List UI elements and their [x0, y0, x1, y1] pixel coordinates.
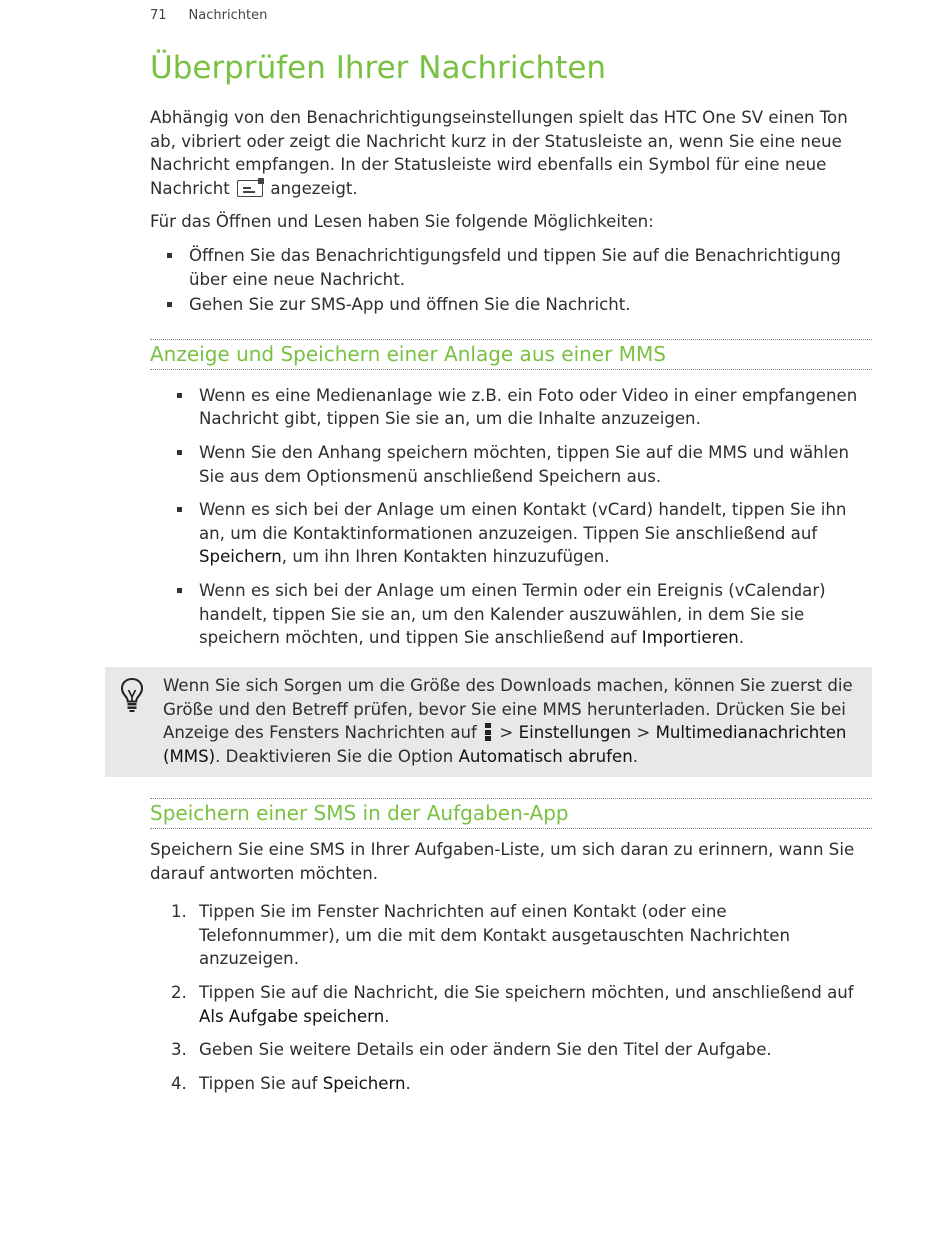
- steps-list: [150, 900, 872, 1095]
- tip-text: [163, 674, 863, 768]
- section-heading-mms-attachment: Anzeige und Speichern einer Anlage aus einer MMS: [150, 339, 872, 370]
- list-item-text: Wenn es sich bei der Anlage um einen Termin oder ein Ereignis (vCalendar) handelt, tippen Sie sie an, um den Kalender auszuwählen, in dem Sie sie speichern möchten, und tippen Sie anschließend auf: [199, 580, 826, 648]
- second-section: [150, 798, 872, 1105]
- step-text: Tippen Sie auf die Nachricht, die Sie speichern möchten, und anschließend auf: [199, 982, 854, 1002]
- step-text: Tippen Sie im Fenster Nachrichten auf einen Kontakt (oder eine Telefonnummer), um die mit dem Kontakt ausgetauschten Nachrichten anzuzeigen.: [199, 902, 790, 969]
- step-text: Geben Sie weitere Details ein oder ändern Sie den Titel der Aufgabe.: [199, 1040, 772, 1060]
- step-number: 1.: [171, 902, 187, 922]
- step-number: 3.: [171, 1040, 187, 1060]
- ui-term-save: Speichern: [322, 1073, 406, 1093]
- ui-term-mms: Multimedianachrichten (MMS): [163, 723, 847, 766]
- tip-separator: >: [631, 723, 656, 743]
- ui-term-settings: Einstellungen: [518, 723, 632, 743]
- list-item: Wenn Sie den Anhang speichern möchten, tippen Sie auf die MMS und wählen Sie aus dem Optionsmenü anschließend Speichern aus.: [199, 441, 872, 488]
- chapter-name: Nachrichten: [188, 8, 268, 23]
- page-title: Überprüfen Ihrer Nachrichten: [150, 50, 607, 86]
- step-item: [171, 1038, 872, 1062]
- options-list: [150, 244, 872, 317]
- list-item: [199, 579, 872, 650]
- menu-icon: [485, 723, 491, 741]
- list-item: [199, 498, 872, 569]
- step-number: 4.: [171, 1073, 187, 1093]
- lightbulb-icon: [119, 677, 145, 713]
- step-text: .: [405, 1073, 411, 1093]
- step-number: 2.: [171, 982, 187, 1002]
- tip-box: [105, 667, 872, 777]
- list-item-text: , um ihn Ihren Kontakten hinzuzufügen.: [281, 547, 610, 567]
- intro-text-end: angezeigt.: [265, 178, 358, 198]
- step-item: [171, 1072, 872, 1096]
- tip-text-part: . Deaktivieren Sie die Option: [215, 746, 459, 766]
- list-item-text: Wenn es sich bei der Anlage um einen Kontakt (vCard) handelt, tippen Sie ihn an, um die Kontaktinformationen anzuzeigen. Tippen Sie anschließend auf: [199, 500, 847, 543]
- options-intro: Für das Öffnen und Lesen haben Sie folgende Möglichkeiten:: [150, 212, 654, 232]
- step-text: Tippen Sie auf: [199, 1073, 323, 1093]
- new-message-icon: [237, 180, 263, 197]
- list-item: Wenn es eine Medienanlage wie z.B. ein Foto oder Video in einer empfangenen Nachricht gibt, tippen Sie sie an, um die Inhalte anzuzeigen.: [199, 384, 872, 431]
- mms-attachment-list: [150, 384, 872, 650]
- main-content: [150, 48, 872, 660]
- section-intro: Speichern Sie eine SMS in Ihrer Aufgaben-Liste, um sich daran zu erinnern, wann Sie darauf antworten möchten.: [150, 840, 855, 883]
- list-item: Gehen Sie zur SMS-App und öffnen Sie die Nachricht.: [189, 293, 872, 317]
- step-text: .: [384, 1006, 390, 1026]
- page-number: 71: [150, 8, 167, 23]
- section-heading-save-sms-task: Speichern einer SMS in der Aufgaben-App: [150, 798, 872, 829]
- step-item: [171, 900, 872, 971]
- list-item-text: .: [738, 628, 745, 648]
- ui-term-import: Importieren: [641, 628, 739, 648]
- tip-separator: >: [494, 723, 519, 743]
- page-header: [150, 8, 267, 23]
- list-item: Öffnen Sie das Benachrichtigungsfeld und tippen Sie auf die Benachrichtigung über eine neue Nachricht.: [189, 244, 872, 291]
- tip-text-part: Wenn Sie sich Sorgen um die Größe des Downloads machen, können Sie zuerst die Größe und den Betreff prüfen, bevor Sie eine MMS herunterladen. Drücken Sie bei Anzeige des Fensters Nachrichten auf: [163, 676, 853, 743]
- ui-term-auto-retrieve: Automatisch abrufen: [458, 746, 633, 766]
- ui-term-save: Speichern: [199, 547, 282, 567]
- step-item: [171, 981, 872, 1028]
- tip-text-part: .: [632, 746, 638, 766]
- intro-paragraph: [150, 106, 872, 200]
- ui-term-save-as-task: Als Aufgabe speichern: [199, 1006, 385, 1026]
- intro-text: Abhängig von den Benachrichtigungseinstellungen spielt das HTC One SV einen Ton ab, vibriert oder zeigt die Nachricht kurz in der Statusleiste an, wenn Sie eine neue Nachricht empfangen. In der Statusleiste wird ebenfalls ein Symbol für eine neue Nachricht: [150, 108, 848, 198]
